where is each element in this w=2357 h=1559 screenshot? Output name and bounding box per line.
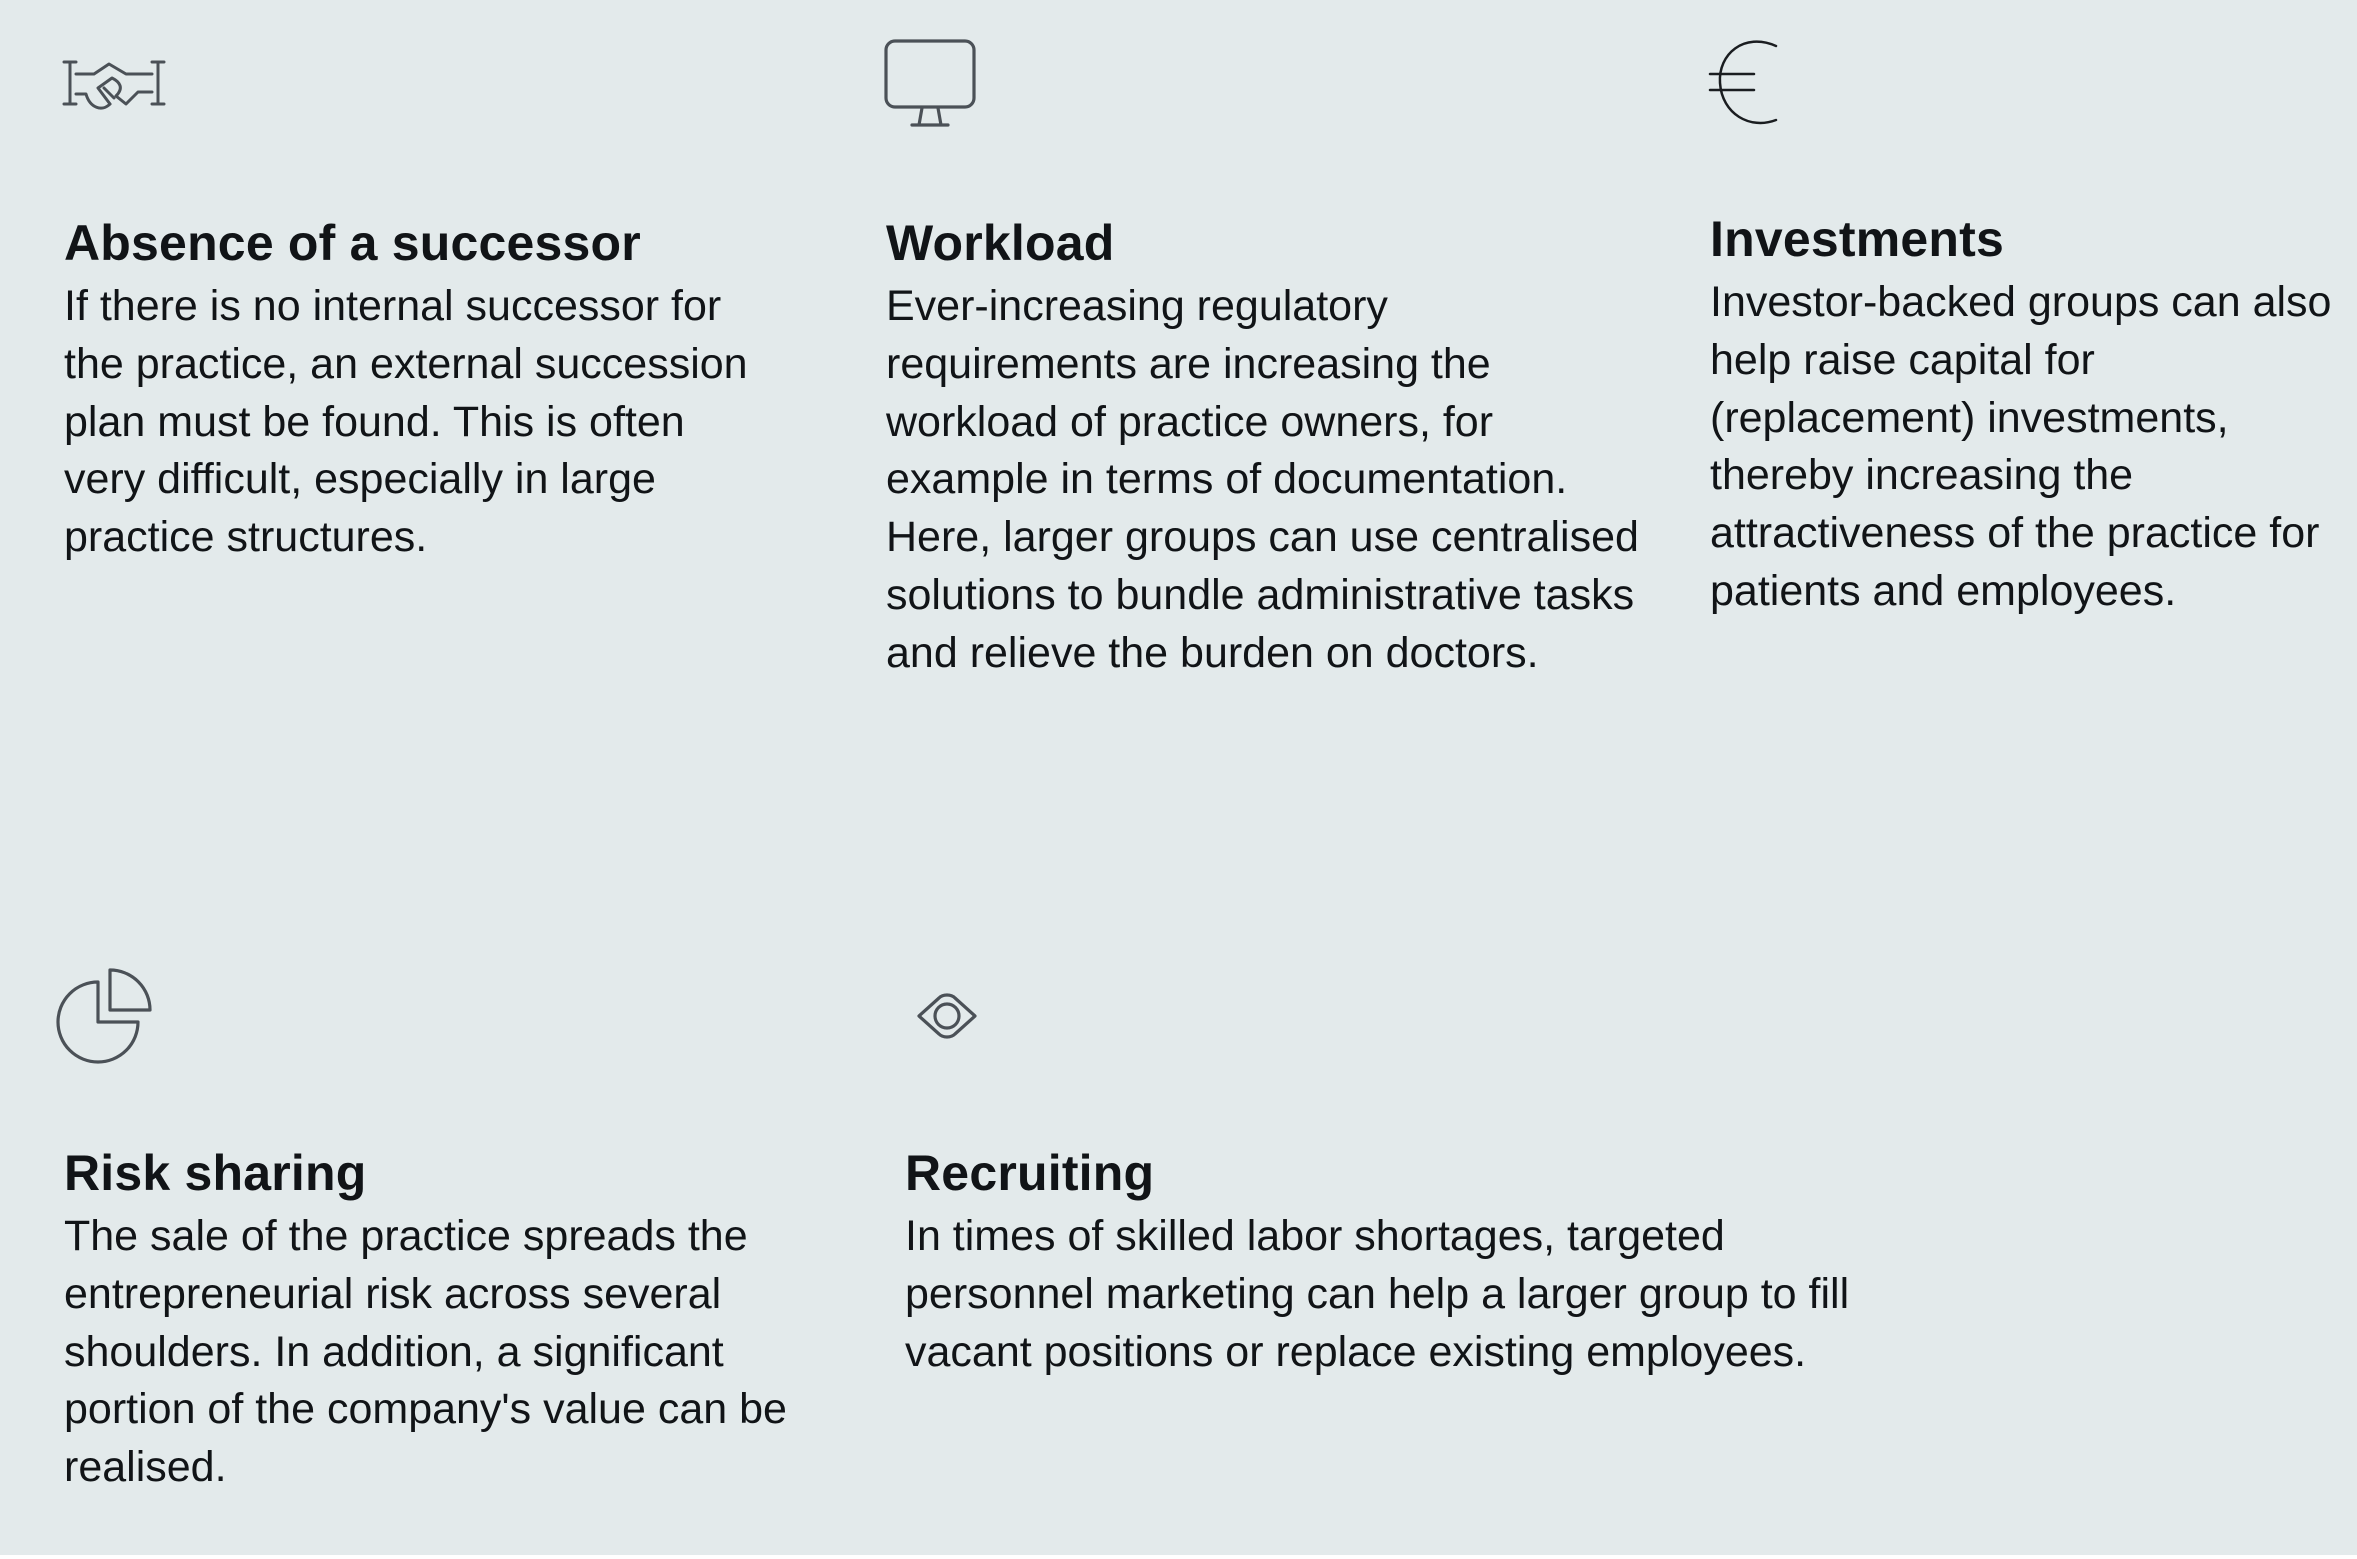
euro-icon — [1710, 38, 1810, 138]
card-body: Ever-increasing regulatory requirements are increasing the workload of practice owners, for example in terms of documentation. Here, larger groups can use centralised solutions to bundle administrative tasks and relieve the burden on doctors. — [886, 282, 1639, 677]
card-title: Workload — [886, 215, 1115, 271]
card-title: Risk sharing — [64, 1145, 367, 1201]
card-title: Investments — [1710, 211, 2004, 267]
card-body: In times of skilled labor shortages, targeted personnel marketing can help a larger group to fill vacant positions or replace existing employees. — [905, 1212, 1850, 1376]
card-title: Recruiting — [905, 1145, 1155, 1201]
monitor-icon — [886, 38, 986, 138]
card-title: Absence of a successor — [64, 215, 641, 271]
pie-chart-icon — [64, 968, 164, 1068]
card-body: The sale of the practice spreads the entrepreneurial risk across several shoulders. In addition, a significant portion of the company's value can be realised. — [64, 1212, 787, 1492]
handshake-icon — [64, 38, 164, 138]
eye-icon — [905, 968, 1005, 1068]
card-body: Investor-backed groups can also help raise capital for (replacement) investments, thereby increasing the attractiveness of the practice for patients and employees. — [1710, 278, 2332, 615]
card-body: If there is no internal successor for the practice, an external succession plan must be found. This is often very difficult, especially in large practice structures. — [64, 282, 748, 562]
